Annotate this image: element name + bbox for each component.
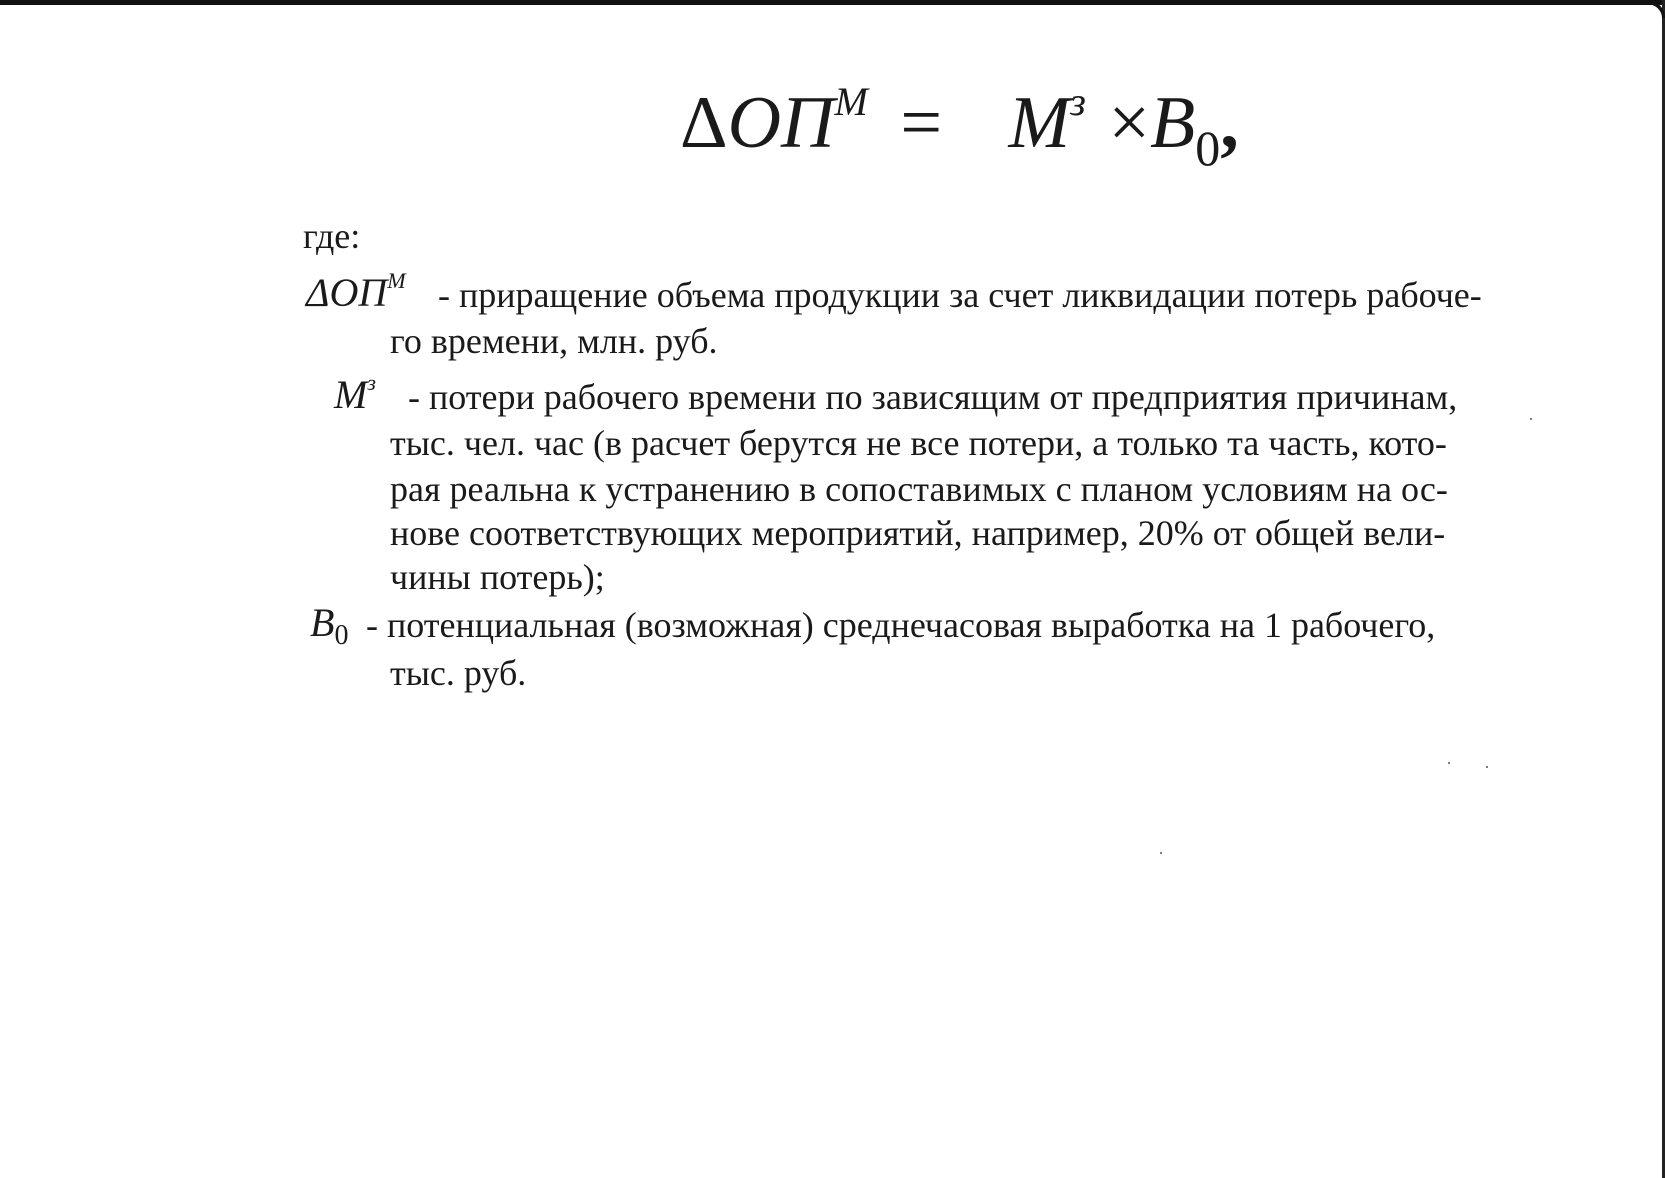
definition-line: - потери рабочего времени по зависящим от предприятия причинам, [408, 377, 1458, 417]
definition-symbol: $В_0$ [310, 600, 349, 651]
formula-b-symbol: В [1150, 82, 1196, 164]
scan-speck [1160, 852, 1162, 854]
formula-b-subscript: 0 [1195, 120, 1221, 176]
definition-line: го времени, млн. руб. [390, 321, 718, 361]
scan-speck [1486, 766, 1488, 768]
scan-top-border [0, 0, 1665, 5]
formula-lhs-superscript: М [834, 79, 868, 124]
formula-times: × [1108, 82, 1151, 164]
formula-comma: , [1220, 82, 1239, 164]
definition-line: - приращение объема продукции за счет ликвидации потерь рабоче- [438, 275, 1482, 315]
definition-line: нове соответствующих мероприятий, например, 20% от общей вели- [390, 513, 1446, 553]
where-label: где: [303, 216, 361, 256]
definition-line: - потенциальная (возможная) среднечасовая выработка на 1 рабочего, [366, 605, 1436, 645]
definition-line: рая реальна к устранению в сопоставимых с планом условиям на ос- [390, 469, 1448, 509]
formula-lhs-symbol: ОП [727, 82, 835, 164]
formula-equals: = [900, 82, 943, 164]
main-formula [680, 78, 1239, 176]
scan-speck [1530, 418, 1532, 420]
definition-symbol: $М^з$ [334, 370, 376, 417]
formula-m-superscript: з [1070, 79, 1086, 124]
definition-line: чины потерь); [390, 557, 605, 597]
definition-symbol: $\Delta ОП^М$ [306, 268, 406, 315]
formula-delta: Δ [680, 82, 728, 164]
definition-line: тыс. чел. час (в расчет берутся не все потери, а только та часть, кото- [390, 423, 1447, 463]
scan-speck [1448, 762, 1450, 764]
definition-line: тыс. руб. [390, 653, 527, 693]
formula-m-symbol: М [1008, 82, 1071, 164]
